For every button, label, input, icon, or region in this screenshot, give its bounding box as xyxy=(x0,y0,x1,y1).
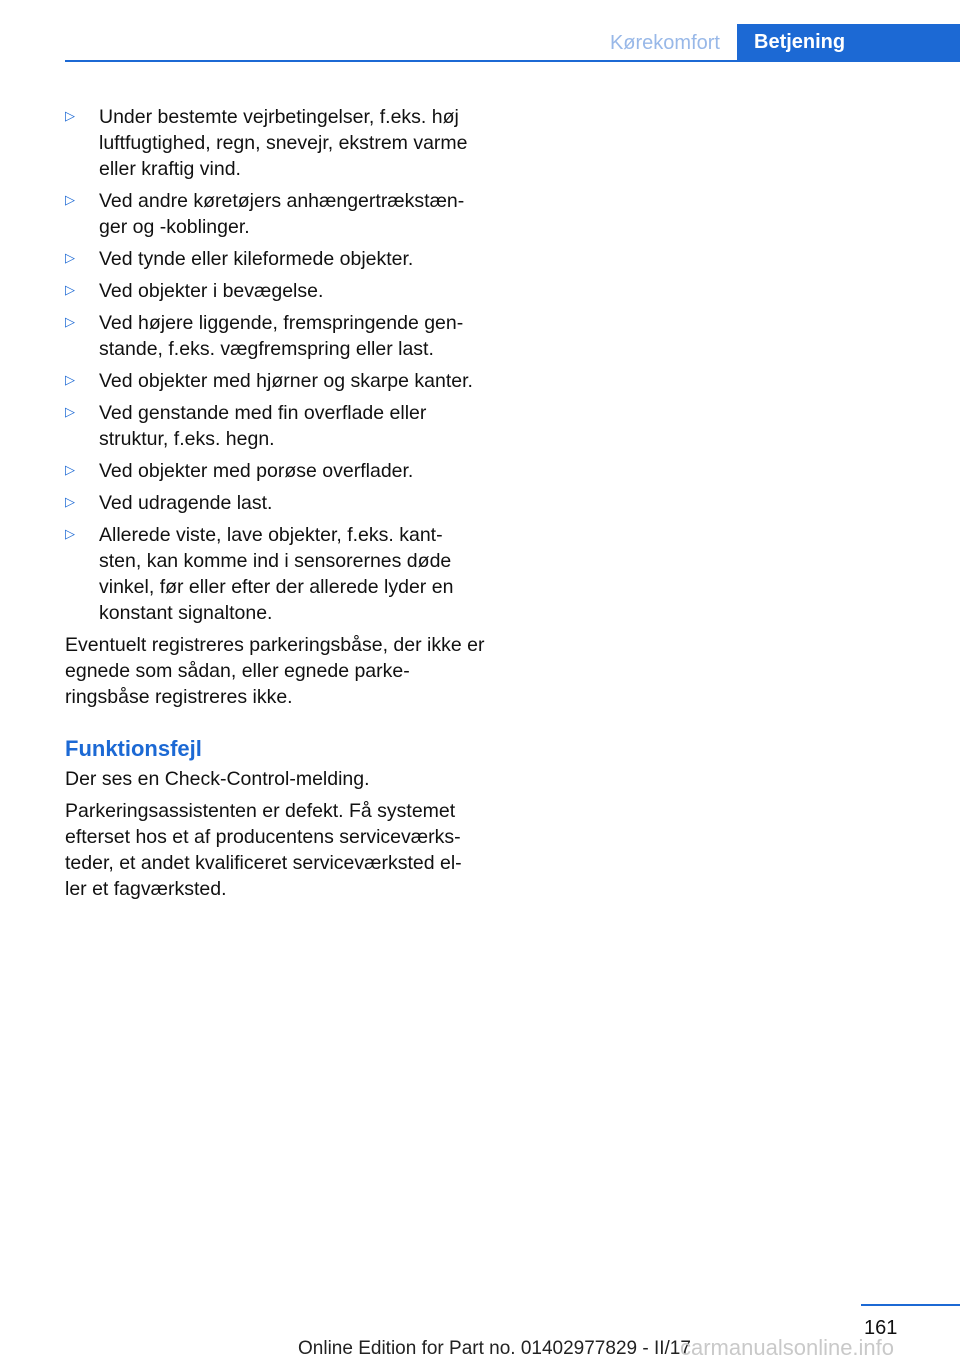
footer-rule xyxy=(861,1304,960,1306)
header-chapter-tab: Betjening xyxy=(737,24,960,61)
triangle-right-outline-icon: ▷ xyxy=(65,527,75,542)
page-number: 161 xyxy=(864,1317,898,1339)
triangle-right-outline-icon: ▷ xyxy=(65,405,75,420)
triangle-right-outline-icon: ▷ xyxy=(65,373,75,388)
list-item xyxy=(65,368,485,394)
list-item-text: Ved genstande med fin overflade eller struktur, f.eks. hegn. xyxy=(99,402,427,450)
triangle-right-outline-icon: ▷ xyxy=(65,315,75,330)
list-item xyxy=(65,400,485,452)
triangle-right-outline-icon: ▷ xyxy=(65,109,75,124)
list-item xyxy=(65,310,485,362)
list-item-text: Ved objekter med hjørner og skarpe kanter. xyxy=(99,370,473,392)
section-paragraph: Parkeringsassistenten er defekt. Få systemet efterset hos et af producentens serviceværks‐ teder, et andet kvalificeret serviceværksted el‐ ler et fagværksted. xyxy=(65,800,462,900)
header-section-title: Kørekomfort xyxy=(609,32,720,54)
list-item xyxy=(65,188,485,240)
list-item xyxy=(65,490,485,516)
list-followup-paragraph: Eventuelt registreres parkeringsbåse, der ikke er egnede som sådan, eller egnede parke‐ ringsbåse registreres ikke. xyxy=(65,634,485,708)
list-item xyxy=(65,458,485,484)
triangle-right-outline-icon: ▷ xyxy=(65,251,75,266)
list-item-text: Under bestemte vejrbetingelser, f.eks. høj luftfugtighed, regn, snevejr, ekstrem varme eller kraftig vind. xyxy=(99,106,468,180)
list-item xyxy=(65,104,485,182)
list-item-text: Ved andre køretøjers anhængertrækstæn‐ ger og -koblinger. xyxy=(99,190,465,238)
list-item-text: Ved udragende last. xyxy=(99,492,273,514)
main-content xyxy=(65,104,485,908)
list-item xyxy=(65,278,485,304)
condition-list xyxy=(65,104,485,626)
triangle-right-outline-icon: ▷ xyxy=(65,283,75,298)
list-item-text: Ved tynde eller kileformede objekter. xyxy=(99,248,414,270)
list-item-text: Ved højere liggende, fremspringende gen‐ stande, f.eks. vægfremspring eller last. xyxy=(99,312,464,360)
list-item xyxy=(65,522,485,626)
section-paragraph: Der ses en Check-Control-melding. xyxy=(65,768,370,790)
section-heading: Funktionsfejl xyxy=(65,736,202,761)
watermark: carmanualsonline.info xyxy=(680,1335,895,1360)
list-item-text: Ved objekter med porøse overflader. xyxy=(99,460,414,482)
header-rule xyxy=(65,60,960,62)
triangle-right-outline-icon: ▷ xyxy=(65,193,75,208)
list-item xyxy=(65,246,485,272)
footer-edition: Online Edition for Part no. 01402977829 - II/17 xyxy=(298,1338,691,1359)
list-item-text: Ved objekter i bevægelse. xyxy=(99,280,324,302)
list-item-text: Allerede viste, lave objekter, f.eks. kant‐ sten, kan komme ind i sensorernes døde vinkel, før eller efter der allerede lyder en konstant signaltone. xyxy=(99,524,454,624)
triangle-right-outline-icon: ▷ xyxy=(65,463,75,478)
triangle-right-outline-icon: ▷ xyxy=(65,495,75,510)
